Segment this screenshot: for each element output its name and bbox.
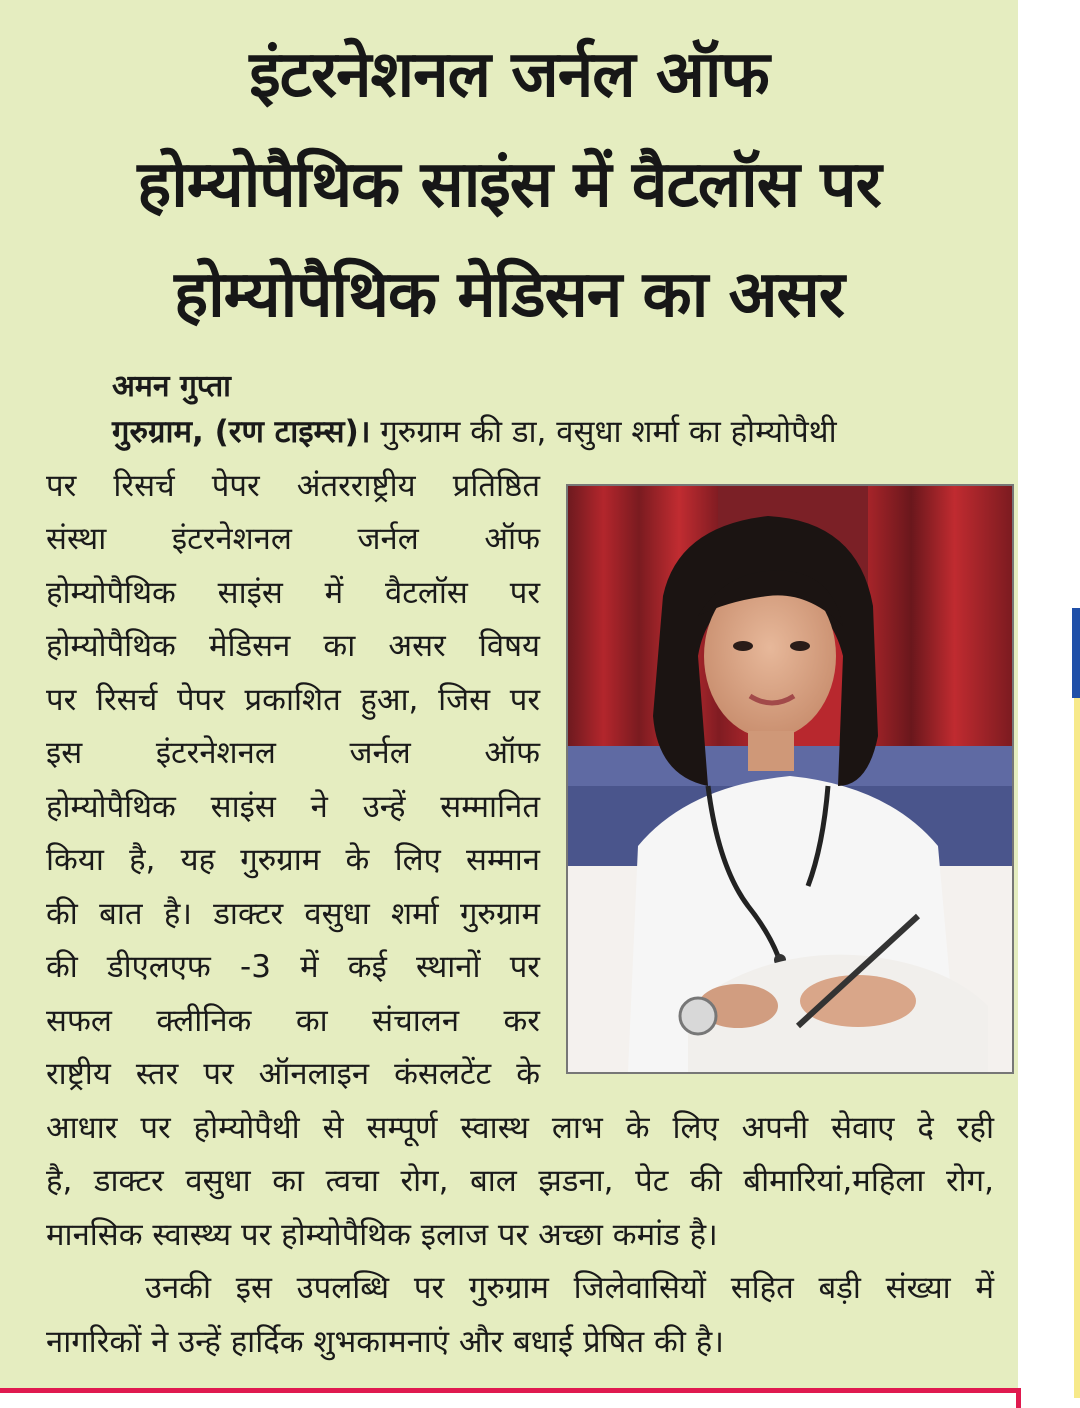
adjacent-column-edge-yellow [1074, 698, 1080, 1398]
body-line: पर रिसर्च पेपर प्रकाशित हुआ, जिस पर [46, 682, 540, 718]
portrait-photo [566, 484, 1014, 1074]
body-line: पर रिसर्च पेपर अंतरराष्ट्रीय प्रतिष्ठित [46, 468, 540, 504]
bottom-rule-corner [1016, 1388, 1021, 1408]
body-line: है, डाक्टर वसुधा का त्वचा रोग, बाल झडना, पेट की बीमारियां,महिला रोग, [46, 1163, 994, 1199]
body-line: होम्योपैथिक साइंस में वैटलॉस पर [46, 575, 540, 611]
body-line: आधार पर होम्योपैथी से सम्पूर्ण स्वास्थ लाभ के लिए अपनी सेवाए दे रही [46, 1110, 994, 1146]
body-line: मानसिक स्वास्थ्य पर होम्योपैथिक इलाज पर अच्छा कमांड है। [46, 1217, 718, 1253]
adjacent-column-edge [1072, 608, 1080, 698]
body-line: राष्ट्रीय स्तर पर ऑनलाइन कंसलटेंट के [46, 1056, 540, 1092]
first-line-text: गुरुग्राम की डा, वसुधा शर्मा का होम्योपैथी [370, 414, 837, 450]
headline-line-1: इंटरनेशनल जर्नल ऑफ [249, 38, 769, 112]
bottom-rule [0, 1388, 1018, 1393]
body-line: की डीएलएफ -3 में कई स्थानों पर [46, 949, 540, 985]
body-line: संस्था इंटरनेशनल जर्नल ऑफ [46, 521, 540, 557]
body-line: होम्योपैथिक मेडिसन का असर विषय [46, 628, 540, 664]
headline [0, 20, 1018, 350]
body-line: इस इंटरनेशनल जर्नल ऑफ [46, 735, 540, 771]
body-line: होम्योपैथिक साइंस ने उन्हें सम्मानित [46, 789, 540, 825]
dateline: गुरुग्राम, (रण टाइम्स)। [112, 414, 371, 450]
headline-line-2: होम्योपैथिक साइंस में वैटलॉस पर [137, 148, 881, 222]
body-line: सफल क्लीनिक का संचालन कर [46, 1003, 540, 1039]
body-line: उनकी इस उपलब्धि पर गुरुग्राम जिलेवासियों सहित बड़ी संख्या में [46, 1270, 994, 1306]
headline-line-3: होम्योपैथिक मेडिसन का असर [174, 258, 844, 332]
first-line [112, 408, 837, 456]
body-line: किया है, यह गुरुग्राम के लिए सम्मान [46, 842, 540, 878]
body-line: नागरिकों ने उन्हें हार्दिक शुभकामनाएं और बधाई प्रेषित की है। [46, 1324, 724, 1360]
body-line: की बात है। डाक्टर वसुधा शर्मा गुरुग्राम [46, 896, 540, 932]
portrait-illustration [568, 486, 1012, 1072]
byline: अमन गुप्ता [112, 369, 231, 404]
